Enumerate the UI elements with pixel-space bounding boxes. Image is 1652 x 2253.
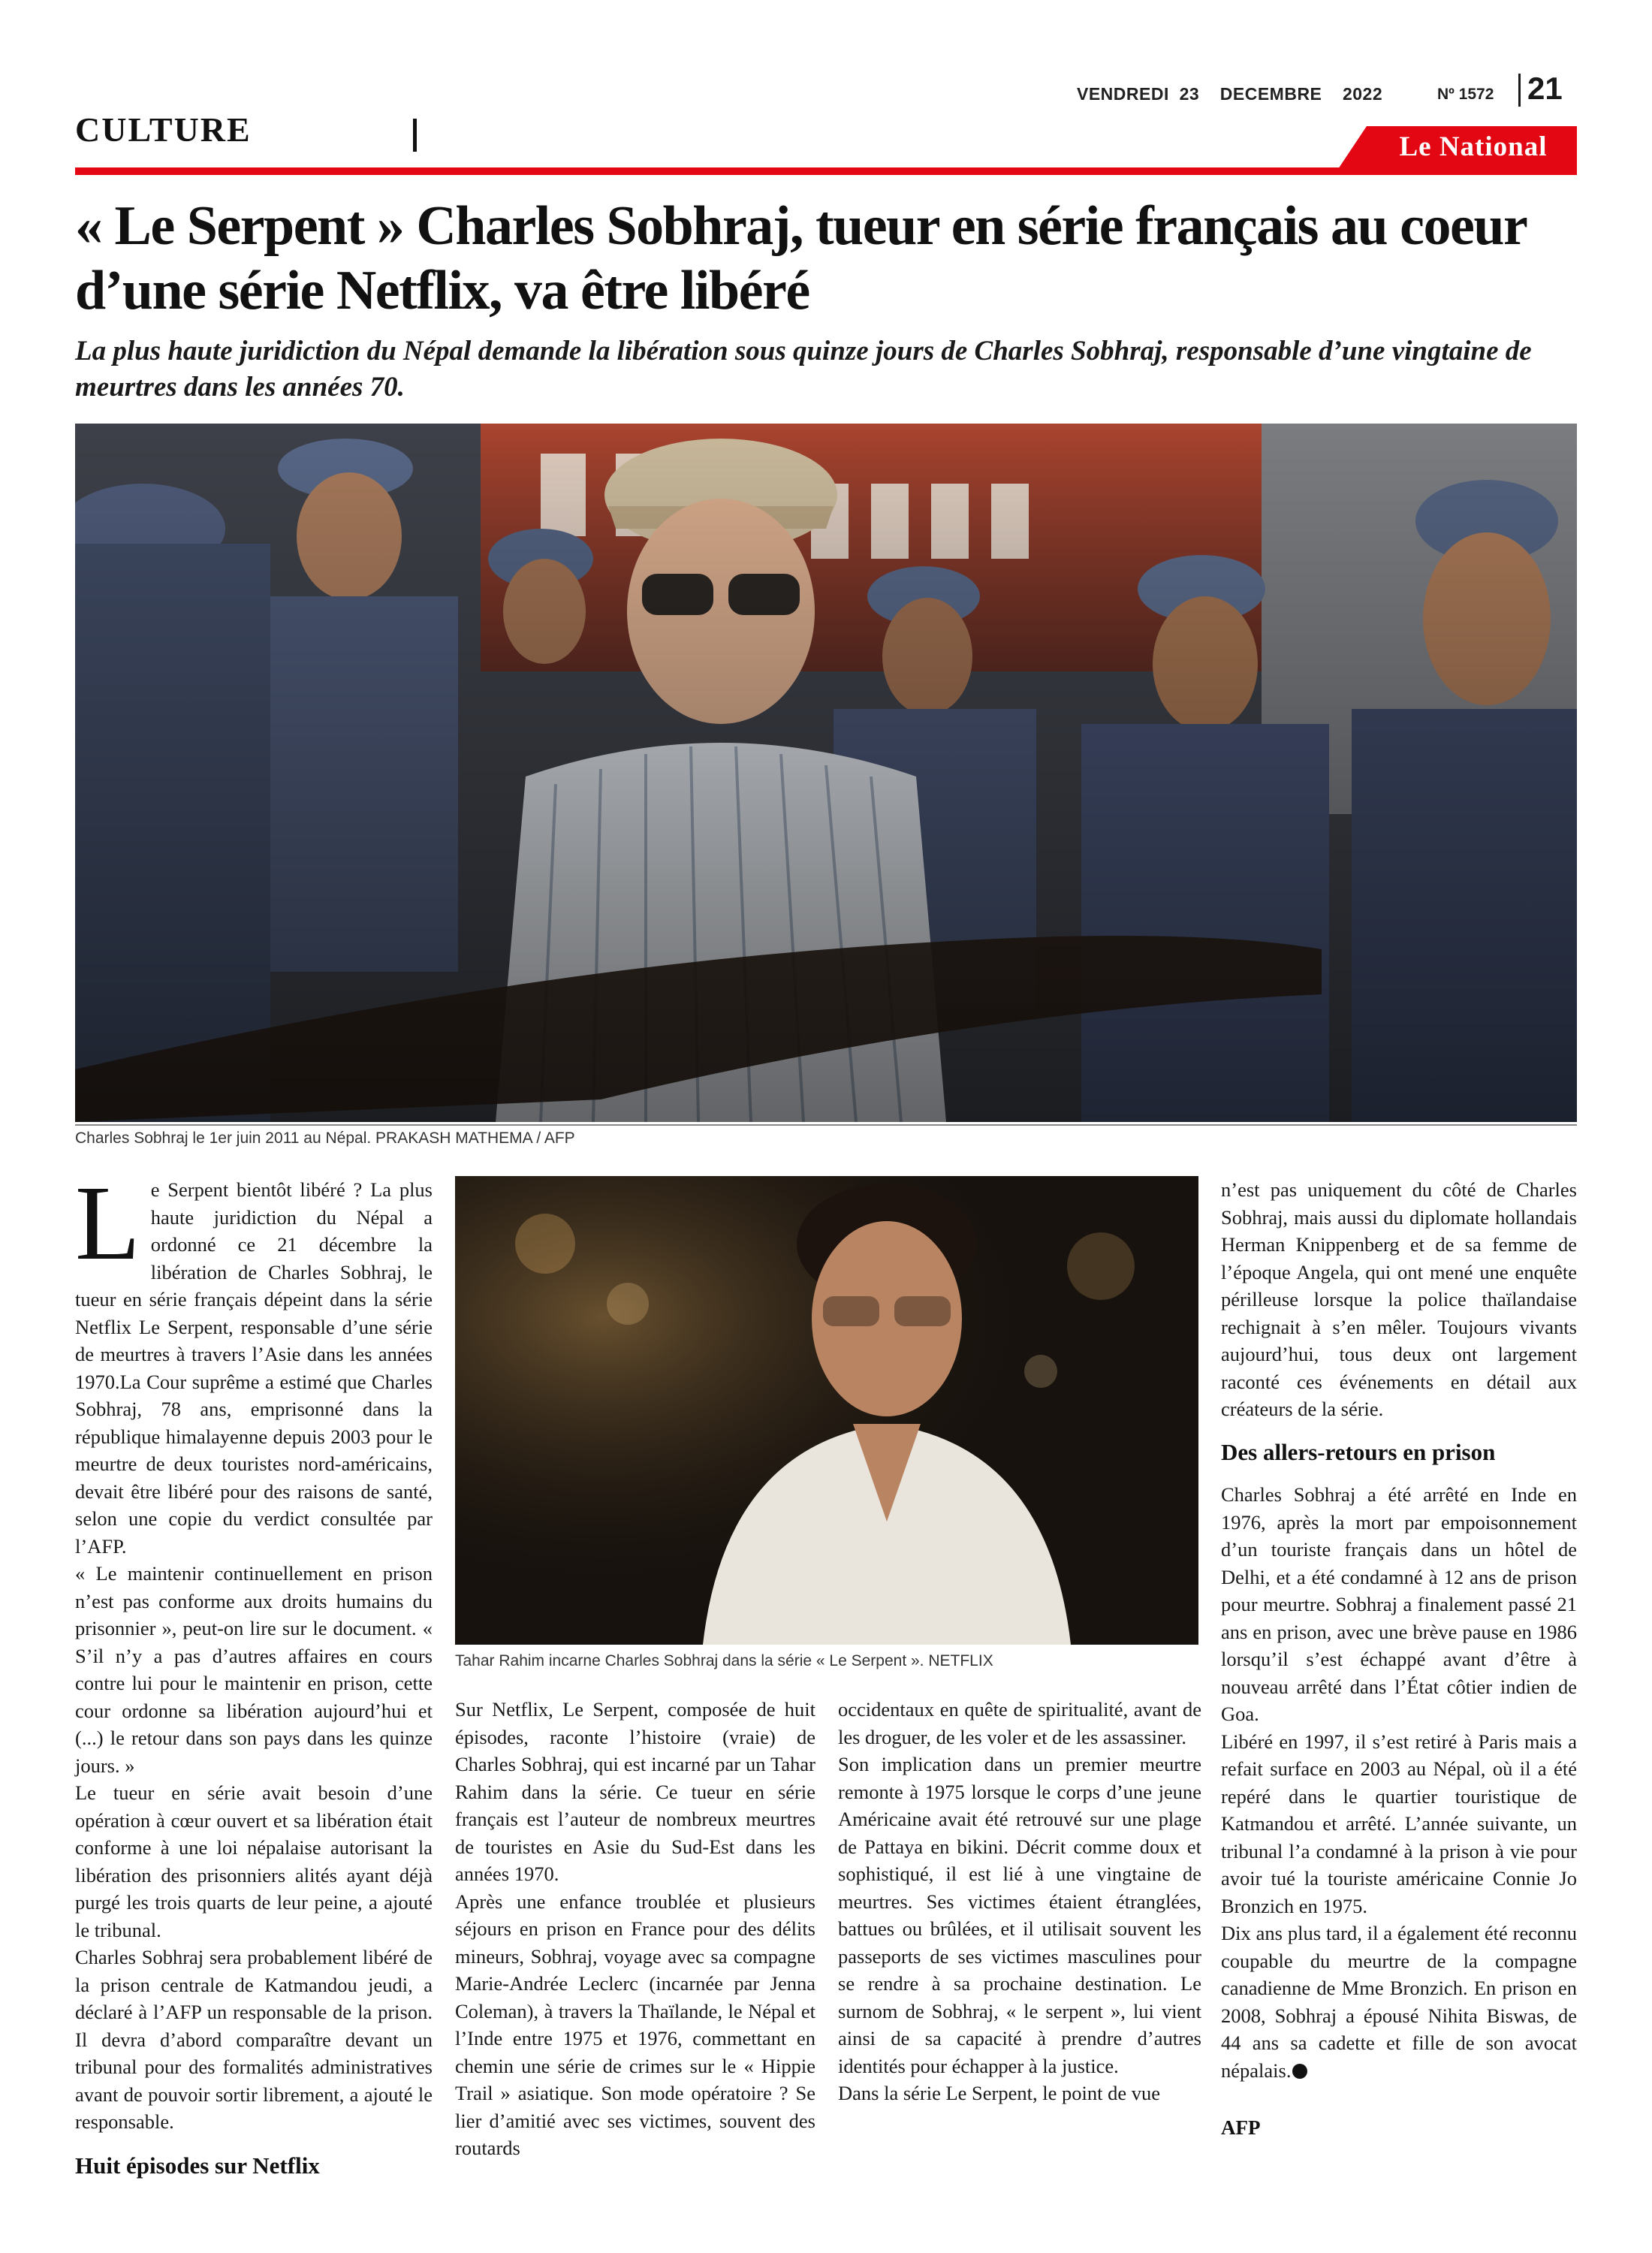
article-paragraph: Son implication dans un premier meurtre remonte à 1975 lorsque le corps d’une jeune Américaine avait été retrouvé sur une plage de Pattaya en bikini. Décrit comme doux et sophistiqué, il est lié à une vingtaine de meurtres. Ses victimes étaient étranglées, battues ou brûlées, et il utilisait souvent les passeports de ses victimes masculines pour se rendre à sa prochaine destination. Le surnom de Sobhraj, « le serpent », lui vient ainsi de sa capacité à prendre d’autres identités pour échapper à la justice. bbox=[838, 1753, 1201, 2077]
issue-number: Nº 1572 bbox=[1437, 86, 1494, 103]
article-paragraph: « Le maintenir continuellement en prison n’est pas conforme aux droits humains du prisonnier », peut-on lire sur le document. « S’il n’y a pas d’autres affaires en cours contre lui pour le maintenir en prison, cette cour ordonne sa libération aujourd’hui et (...) le retour dans son pays dans les quinze jours. » bbox=[75, 1562, 433, 1777]
date-line: VENDREDI 23 DECEMBRE 2022 bbox=[1077, 84, 1383, 104]
page-number: 21 bbox=[1527, 71, 1563, 106]
section-rule bbox=[75, 167, 1577, 175]
photo-charles-sobhraj-nepal bbox=[75, 424, 1577, 1122]
article-column-3 bbox=[838, 1696, 1201, 2107]
end-mark-icon bbox=[1292, 2064, 1307, 2079]
headline: « Le Serpent » Charles Sobhraj, tueur en série français au coeur d’une série Netflix, va être libéré bbox=[75, 195, 1526, 321]
article-paragraph: occidentaux en quête de spiritualité, avant de les droguer, de les voler et de les assassiner. bbox=[838, 1698, 1201, 1748]
photo-tv-caption: Tahar Rahim incarne Charles Sobhraj dans la série « Le Serpent ». NETFLIX bbox=[455, 1652, 993, 1669]
subhead-prison: Des allers-retours en prison bbox=[1221, 1439, 1496, 1465]
photo-tahar-rahim bbox=[455, 1176, 1198, 1645]
article-paragraph: Sur Netflix, Le Serpent, composée de huit épisodes, raconte l’histoire (vraie) de Charles Sobhraj, qui est incarné par un Tahar Rahim dans la série. Ce tueur en série français est l’auteur de nombreux meurtres de touristes en Asie du Sud-Est dans les années 1970. bbox=[455, 1698, 815, 1885]
article-column-4-continued bbox=[1221, 1481, 1577, 2084]
subhead-episodes: Huit épisodes sur Netflix bbox=[75, 2152, 320, 2179]
photo-rule bbox=[75, 1124, 1577, 1126]
paragraph-text: Dix ans plus tard, il a également été reconnu coupable du meurtre de la compagne canadienne de Mme Bronzich. En prison en 2008, Sobhraj a épousé Nihita Biswas, de 44 ans sa cadette et fille de son avocat népalais. bbox=[1221, 1922, 1577, 2082]
article-paragraph: Dans la série Le Serpent, le point de vue bbox=[838, 2082, 1161, 2104]
article-paragraph: Libéré en 1997, il s’est retiré à Paris mais a refait surface en 2003 au Népal, où il a été repéré dans le quartier touristique de Katmandou et arrêté. L’année suivante, un tribunal l’a condamné à la prison à vie pour avoir tué la touriste américaine Connie Jo Bronzich en 1975. bbox=[1221, 1730, 1577, 1917]
article-paragraph: n’est pas uniquement du côté de Charles Sobhraj, mais aussi du diplomate hollandais Herman Knippenberg et de sa femme de l’époque Angela, qui ont mené une enquête périlleuse lorsque la police thaïlandaise rechignait à s’en mêler. Toujours vivants aujourd’hui, tous deux ont largement raconté ces événements en détail aux créateurs de la série. bbox=[1221, 1178, 1577, 1420]
article-paragraph: Après une enfance troublée et plusieurs séjours en prison en France pour des délits mineurs, Sobhraj, voyage avec sa compagne Marie-Andrée Leclerc (incarnée par Jenna Coleman), à travers la Thaïlande, le Népal et l’Inde entre 1975 et 1976, commettant en chemin une série de crimes sur le « Hippie Trail » asiatique. Son mode opératoire ? Se lier d’amitié avec ses victimes, souvent des routards bbox=[455, 1890, 815, 2159]
section-divider bbox=[413, 119, 417, 152]
paragraph-text: e Serpent bientôt libéré ? La plus haute juridiction du Népal a ordonné ce 21 décembre la libération de Charles Sobhraj, le tueur en série français dépeint dans la série Netflix Le Serpent, responsable d’une série de meurtres à travers l’Asie dans les années 1970.La Cour suprême a estimé que Charles Sobhraj, 78 ans, emprisonné dans la république himalayenne depuis 2003 pour le meurtre de deux touristes nord-américains, devait être libéré pour des raisons de santé, selon une copie du verdict consultée par l’AFP. bbox=[75, 1178, 433, 1558]
photo-main-illustration bbox=[75, 424, 1577, 1122]
article-paragraph: Charles Sobhraj sera probablement libéré de la prison centrale de Katmandou jeudi, a déclaré à l’AFP un responsable de la prison. Il devra d’abord comparaître devant un tribunal pour des formalités administratives avant de pouvoir sortir librement, a ajouté le responsable. bbox=[75, 1946, 433, 2133]
deck: La plus haute juridiction du Népal demande la libération sous quinze jours de Charles Sobhraj, responsable d’une vingtaine de meurtres dans les années 70. bbox=[75, 336, 1532, 403]
article-column-2 bbox=[455, 1696, 815, 2162]
article-paragraph: Le tueur en série avait besoin d’une opération à cœur ouvert et sa libération était conforme à une loi népalaise autorisant la libération des prisonniers alités ayant déjà purgé les trois quarts de leur peine, a ajouté le tribunal. bbox=[75, 1781, 433, 1941]
article-paragraph bbox=[75, 1163, 433, 1560]
article-paragraph: Charles Sobhraj a été arrêté en Inde en 1976, après la mort par empoisonnement d’un touriste français dans un hôtel de Delhi, et a été condamné à 12 ans de prison pour meurtre. Sobhraj a finalement passé 21 ans en prison, avec une brève pause en 1986 lorsqu’il s’est échappé avant d’être à nouveau arrêté dans l’État côtier indien de Goa. bbox=[1221, 1483, 1577, 1725]
issue-divider bbox=[1518, 74, 1521, 107]
article-column-1 bbox=[75, 1163, 433, 2136]
article-paragraph bbox=[1221, 1920, 1577, 2084]
byline: AFP bbox=[1221, 2116, 1261, 2139]
section-label: CULTURE bbox=[75, 110, 252, 149]
article-column-4 bbox=[1221, 1176, 1577, 1423]
dropcap: L bbox=[75, 1163, 140, 1282]
photo-main-caption: Charles Sobhraj le 1er juin 2011 au Népal. PRAKASH MATHEMA / AFP bbox=[75, 1130, 575, 1147]
photo-tv-illustration bbox=[455, 1176, 1198, 1645]
brand-name: Le National bbox=[1399, 131, 1548, 162]
